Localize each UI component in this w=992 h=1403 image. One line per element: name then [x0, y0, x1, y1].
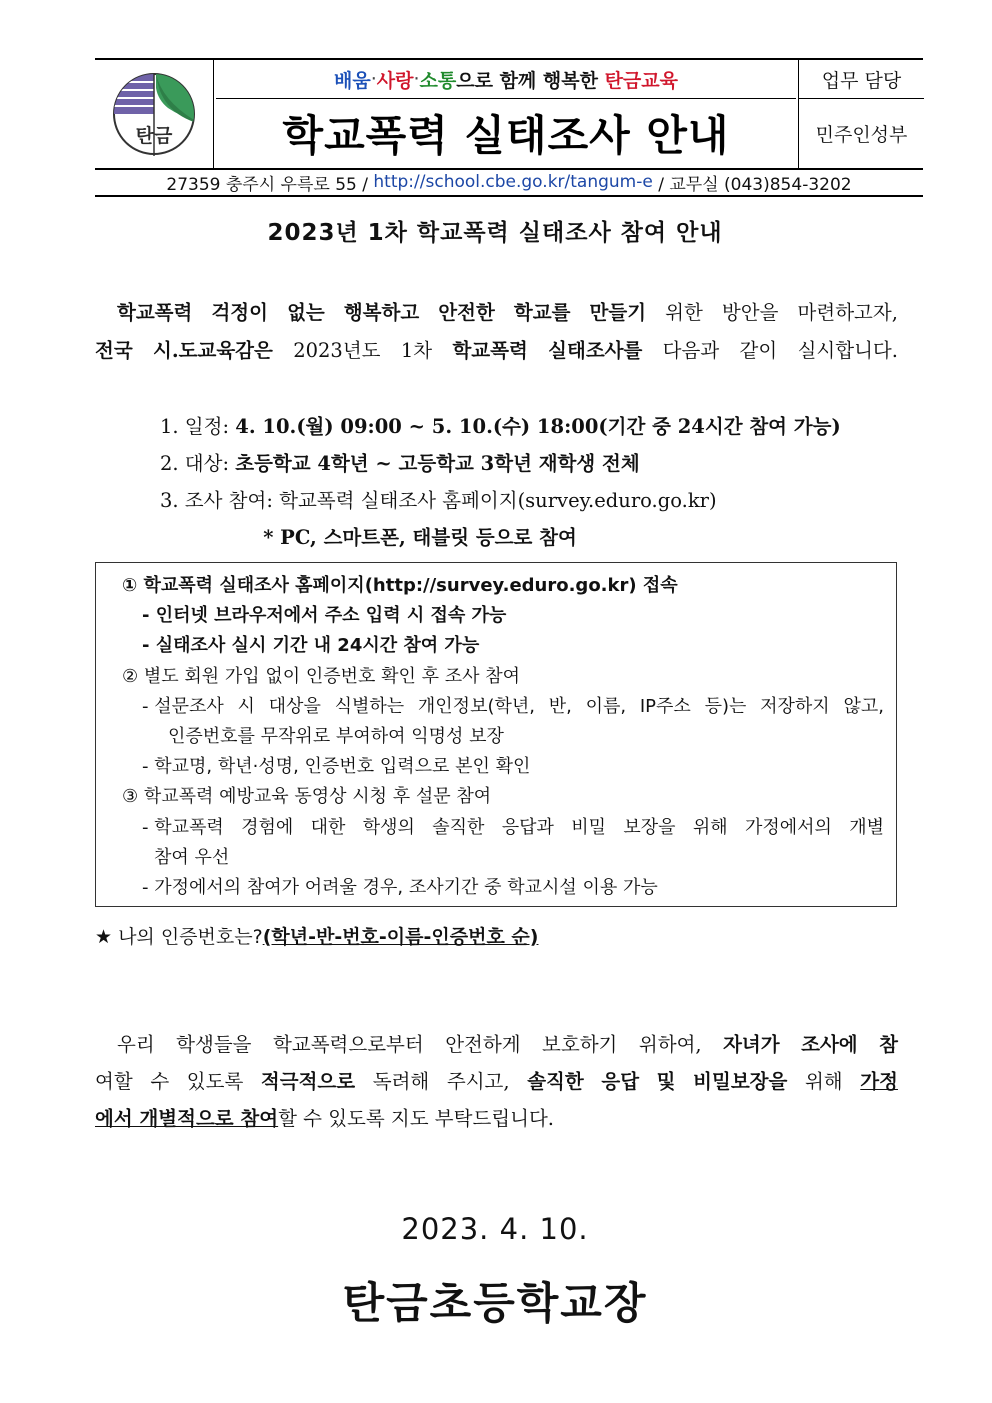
signer-name: 탄금초등학교장	[342, 1279, 648, 1329]
intro-word: 학교폭력	[117, 301, 193, 324]
note-word: 대상을	[268, 695, 321, 717]
step-2-note-a-line	[142, 692, 884, 722]
closing-word: 안전하게	[445, 1033, 521, 1056]
step-3-note-a-line	[142, 813, 884, 843]
intro-word: 1차	[400, 339, 433, 362]
school-slogan	[216, 60, 796, 99]
detail-value: 초등학교 4학년 ~ 고등학교 3학년 재학생 전체	[235, 452, 640, 475]
slogan-word-2: 사랑	[376, 69, 414, 92]
detail-target	[160, 445, 900, 482]
intro-word: 안전한	[438, 301, 495, 324]
note-word: 경험에	[241, 816, 294, 838]
intro-word: 시.도교육감은	[153, 339, 273, 362]
document-title: 2023년 1차 학교폭력 실태조사 참여 안내	[267, 220, 723, 246]
step-2-note-a	[122, 692, 892, 722]
department-label: 업무 담당	[799, 60, 924, 99]
auth-hint-prefix: ★ 나의 인증번호는?	[95, 926, 263, 948]
department-name: 민주인성부	[815, 124, 908, 146]
school-logo-cell	[95, 60, 214, 168]
note-word: 식별하는	[334, 695, 405, 717]
step-3-note-a	[122, 813, 892, 843]
note-word: 보장을	[623, 816, 676, 838]
device-note	[160, 519, 680, 556]
note-word: 개별	[849, 816, 884, 838]
note-word: 학생의	[362, 816, 415, 838]
closing-word: 조사에	[801, 1033, 858, 1056]
intro-word: 걱정이	[211, 301, 268, 324]
intro-word: 없는	[287, 301, 325, 324]
closing-rest: 할 수 있도록 지도 부탁드립니다.	[278, 1107, 554, 1130]
note-word: IP주소	[639, 695, 691, 717]
intro-word: 실태조사를	[548, 339, 643, 362]
detail-value: 4. 10.(월) 09:00 ~ 5. 10.(수) 18:00(기간 중 24시간 참여 가능)	[235, 415, 841, 438]
intro-word: 위한	[665, 301, 703, 324]
intro-word: 마련하고자,	[797, 301, 898, 324]
device-note-text: * PC, 스마트폰, 태블릿 등으로 참여	[263, 526, 577, 549]
intro-word: 방안을	[721, 301, 779, 324]
step-2-note-a-cont: 인증번호를 무작위로 부여하여 익명성 보장	[168, 726, 504, 748]
auth-hint-format: (학년-반-번호-이름-인증번호 순)	[262, 926, 539, 948]
note-word: 이름,	[585, 695, 627, 717]
detail-value: 학교폭력 실태조사 홈페이지(survey.eduro.go.kr)	[279, 489, 717, 512]
intro-line-1	[95, 294, 898, 332]
note-word: 시	[237, 695, 255, 717]
note-word: 개인정보(학년,	[417, 695, 535, 717]
intro-word: 전국	[95, 339, 133, 362]
note-word: 대한	[310, 816, 346, 838]
intro-word: 학교폭력	[452, 339, 528, 362]
note-word: - 설문조사	[142, 695, 224, 717]
school-address	[95, 170, 923, 194]
school-url-link[interactable]: http://school.cbe.go.kr/tangum-e	[373, 172, 653, 192]
slogan-separator-1: ·	[370, 68, 377, 90]
closing-word: 응답	[601, 1070, 640, 1093]
intro-word: 실시합니다.	[797, 339, 898, 362]
detail-schedule	[160, 408, 900, 445]
intro-word: 같이	[739, 339, 778, 362]
closing-word: 주시고,	[446, 1070, 510, 1093]
closing-word: 있도록	[186, 1070, 244, 1093]
step-3-note-a-cont: 참여 우선	[154, 846, 230, 868]
closing-word: 위하여,	[638, 1033, 702, 1056]
closing-line-1	[95, 1026, 898, 1063]
logo-text: 탄금	[135, 125, 173, 147]
closing-word: 참	[879, 1033, 898, 1056]
detail-label: 1. 일정:	[160, 415, 236, 438]
intro-word: 학교를	[513, 301, 571, 324]
note-word: 솔직한	[432, 816, 485, 838]
closing-word: 및	[656, 1070, 676, 1093]
detail-label: 3. 조사 참여:	[160, 489, 280, 512]
auth-number-hint	[95, 922, 538, 949]
step-2-note-b: - 학교명, 학년·성명, 인증번호 입력으로 본인 확인	[142, 756, 531, 778]
step-1-note-a-text: - 인터넷 브라우저에서 주소 입력 시 접속 가능	[142, 605, 507, 627]
detail-label: 2. 대상:	[160, 452, 236, 475]
intro-word: 다음과	[662, 339, 720, 362]
page-title: 학교폭력 실태조사 안내	[282, 111, 730, 160]
note-word: 응답과	[501, 816, 554, 838]
school-logo	[110, 70, 198, 158]
address-prefix: 27359 충주시 우륵로 55 /	[166, 174, 374, 195]
closing-line-3	[95, 1100, 898, 1137]
step-1-note-b-text: - 실태조사 실시 기간 내 24시간 참여 가능	[142, 635, 480, 657]
detail-participation	[160, 482, 900, 519]
instructions-content	[122, 571, 892, 903]
slogan-word-1: 배움	[334, 69, 371, 92]
instructions-box	[95, 562, 897, 907]
step-3-note-b: - 가정에서의 참여가 어려울 경우, 조사기간 중 학교시설 이용 가능	[142, 877, 658, 899]
note-word: 않고,	[843, 695, 884, 717]
department-cell	[798, 60, 924, 168]
slogan-word-3: 소통	[419, 69, 457, 92]
step-3-title: ③ 학교폭력 예방교육 동영상 시청 후 설문 참여	[122, 786, 492, 808]
intro-word: 만들기	[589, 301, 647, 324]
address-bottom-rule	[95, 195, 923, 197]
intro-word: 2023년도	[293, 339, 381, 362]
closing-word: 가정	[860, 1070, 898, 1093]
step-1-title	[122, 571, 892, 601]
intro-line-2	[95, 332, 898, 370]
closing-word: 여할	[95, 1070, 133, 1093]
note-word: 등)는	[704, 695, 747, 717]
closing-word: 비밀보장을	[693, 1070, 788, 1093]
survey-details	[160, 408, 900, 556]
step-1-title-text: ① 학교폭력 실태조사 홈페이지(http://survey.eduro.go.kr) 접속	[122, 575, 678, 596]
note-word: - 학교폭력	[142, 816, 224, 838]
closing-word: 적극적으로	[260, 1070, 356, 1093]
closing-word: 위해	[804, 1070, 843, 1093]
closing-word: 학생들을	[176, 1033, 252, 1056]
step-1-note-b	[122, 631, 892, 661]
address-suffix: / 교무실 (043)854-3202	[652, 174, 852, 195]
note-word: 위해	[692, 816, 728, 838]
slogan-separator-2: ·	[413, 68, 420, 90]
slogan-text: 으로 함께 행복한	[456, 69, 605, 92]
closing-underlined: 에서 개별적으로 참여	[95, 1107, 279, 1130]
closing-word: 우리	[117, 1033, 155, 1056]
closing-word: 솔직한	[527, 1070, 584, 1093]
note-word: 가정에서의	[744, 816, 832, 838]
slogan-word-4: 탄금교육	[604, 69, 678, 92]
note-word: 비밀	[571, 816, 606, 838]
closing-word: 독려해	[372, 1070, 430, 1093]
step-2-title: ② 별도 회원 가입 없이 인증번호 확인 후 조사 참여	[122, 665, 521, 687]
closing-word: 학교폭력으로부터	[273, 1033, 424, 1056]
note-word: 반,	[548, 695, 572, 717]
step-1-note-a	[122, 601, 892, 631]
intro-word: 행복하고	[343, 301, 420, 324]
note-word: 저장하지	[760, 695, 830, 717]
document-date: 2023. 4. 10.	[401, 1212, 589, 1246]
closing-word: 보호하기	[542, 1033, 618, 1056]
intro-paragraph	[95, 294, 898, 370]
closing-word: 수	[150, 1070, 170, 1093]
closing-paragraph	[95, 1026, 898, 1137]
closing-word: 자녀가	[723, 1033, 780, 1056]
closing-line-2	[95, 1063, 898, 1100]
